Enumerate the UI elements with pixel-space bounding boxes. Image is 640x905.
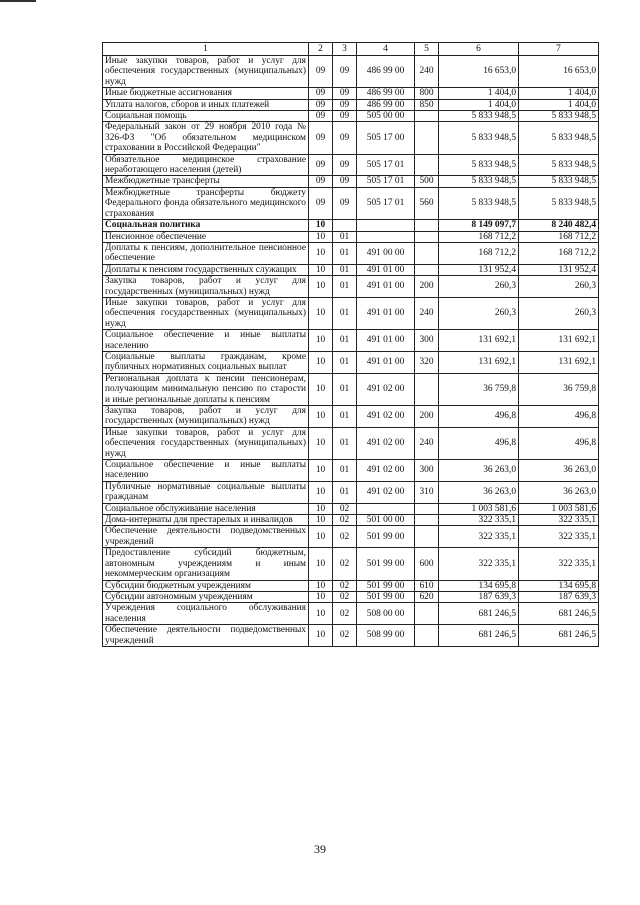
table-row	[103, 56, 599, 88]
section-code-cell: 10	[309, 603, 333, 625]
target-article-cell: 486 99 00	[357, 99, 415, 110]
row-name-cell: Пенсионное обеспечение	[103, 231, 309, 242]
row-name-cell: Межбюджетные трансферты	[103, 176, 309, 187]
section-code-cell: 10	[309, 526, 333, 548]
section-code-cell: 10	[309, 548, 333, 580]
expense-type-cell: 310	[415, 481, 439, 503]
subsection-code-cell: 09	[333, 176, 357, 187]
target-article-cell: 491 02 00	[357, 406, 415, 428]
expense-type-cell: 620	[415, 591, 439, 602]
section-code-cell: 10	[309, 503, 333, 514]
subsection-code-cell	[333, 220, 357, 231]
target-article-cell: 501 99 00	[357, 526, 415, 548]
row-name-cell: Социальное обслуживание населения	[103, 503, 309, 514]
target-article-cell: 505 00 00	[357, 111, 415, 122]
target-article-cell: 505 17 01	[357, 154, 415, 176]
table-row	[103, 242, 599, 264]
amount-col6-cell: 36 759,8	[439, 373, 519, 405]
amount-col6-cell: 1 003 581,6	[439, 503, 519, 514]
expense-type-cell	[415, 242, 439, 264]
amount-col7-cell: 681 246,5	[519, 625, 599, 647]
expense-type-cell: 240	[415, 297, 439, 329]
target-article-cell: 505 17 00	[357, 122, 415, 154]
scan-corner-mark	[0, 0, 36, 2]
subsection-code-cell: 02	[333, 515, 357, 526]
subsection-code-cell: 02	[333, 603, 357, 625]
target-article-cell: 501 99 00	[357, 591, 415, 602]
column-header: 4	[357, 43, 415, 56]
row-name-cell: Закупка товаров, работ и услуг для государственных (муниципальных) нужд	[103, 276, 309, 298]
column-header: 2	[309, 43, 333, 56]
row-name-cell: Иные бюджетные ассигнования	[103, 88, 309, 99]
subsection-code-cell: 09	[333, 122, 357, 154]
amount-col7-cell: 260,3	[519, 276, 599, 298]
expense-type-cell	[415, 122, 439, 154]
expense-type-cell: 610	[415, 580, 439, 591]
expense-type-cell: 240	[415, 56, 439, 88]
row-name-cell: Иные закупки товаров, работ и услуг для обеспечения государственных (муниципальных) нужд	[103, 56, 309, 88]
page-number: 39	[314, 842, 326, 856]
amount-col6-cell: 8 149 097,7	[439, 220, 519, 231]
section-code-cell: 10	[309, 427, 333, 459]
table-row	[103, 122, 599, 154]
expense-type-cell: 800	[415, 88, 439, 99]
subsection-code-cell: 02	[333, 503, 357, 514]
subsection-code-cell: 09	[333, 99, 357, 110]
section-code-cell: 10	[309, 276, 333, 298]
table-row	[103, 503, 599, 514]
row-name-cell: Субсидии автономным учреждениям	[103, 591, 309, 602]
section-code-cell: 10	[309, 580, 333, 591]
subsection-code-cell: 02	[333, 580, 357, 591]
amount-col6-cell: 131 692,1	[439, 351, 519, 373]
section-code-cell: 09	[309, 154, 333, 176]
amount-col7-cell: 187 639,3	[519, 591, 599, 602]
target-article-cell: 491 00 00	[357, 242, 415, 264]
subsection-code-cell: 02	[333, 526, 357, 548]
column-header: 3	[333, 43, 357, 56]
target-article-cell: 491 01 00	[357, 330, 415, 352]
row-name-cell: Доплаты к пенсиям государственных служащих	[103, 264, 309, 275]
amount-col6-cell: 131 692,1	[439, 330, 519, 352]
row-name-cell: Доплаты к пенсиям, дополнительное пенсионное обеспечение	[103, 242, 309, 264]
subsection-code-cell: 01	[333, 460, 357, 482]
column-header: 5	[415, 43, 439, 56]
amount-col7-cell: 322 335,1	[519, 548, 599, 580]
amount-col6-cell: 1 404,0	[439, 88, 519, 99]
subsection-code-cell: 02	[333, 625, 357, 647]
table-row	[103, 351, 599, 373]
table-row	[103, 231, 599, 242]
expense-type-cell: 320	[415, 351, 439, 373]
section-code-cell: 10	[309, 297, 333, 329]
section-code-cell: 09	[309, 56, 333, 88]
table-row	[103, 176, 599, 187]
table-header-row	[103, 43, 599, 56]
section-code-cell: 10	[309, 373, 333, 405]
table-row	[103, 264, 599, 275]
amount-col7-cell: 496,8	[519, 427, 599, 459]
expense-type-cell	[415, 515, 439, 526]
amount-col6-cell: 5 833 948,5	[439, 176, 519, 187]
section-code-cell: 10	[309, 220, 333, 231]
table-row	[103, 427, 599, 459]
amount-col7-cell: 681 246,5	[519, 603, 599, 625]
table-row	[103, 526, 599, 548]
table-row	[103, 297, 599, 329]
expense-type-cell: 300	[415, 460, 439, 482]
row-name-cell: Иные закупки товаров, работ и услуг для обеспечения государственных (муниципальных) нужд	[103, 427, 309, 459]
expense-type-cell	[415, 264, 439, 275]
expense-type-cell	[415, 231, 439, 242]
table-row	[103, 373, 599, 405]
amount-col7-cell: 131 952,4	[519, 264, 599, 275]
section-code-cell: 10	[309, 231, 333, 242]
target-article-cell: 491 01 00	[357, 264, 415, 275]
row-name-cell: Межбюджетные трансферты бюджету Федерального фонда обязательного медицинского страхования	[103, 187, 309, 219]
target-article-cell: 491 02 00	[357, 460, 415, 482]
row-name-cell: Уплата налогов, сборов и иных платежей	[103, 99, 309, 110]
subsection-code-cell: 01	[333, 264, 357, 275]
expense-type-cell	[415, 503, 439, 514]
section-code-cell: 10	[309, 625, 333, 647]
expense-type-cell	[415, 526, 439, 548]
row-name-cell: Субсидии бюджетным учреждениям	[103, 580, 309, 591]
target-article-cell: 491 01 00	[357, 351, 415, 373]
amount-col7-cell: 168 712,2	[519, 242, 599, 264]
amount-col7-cell: 322 335,1	[519, 515, 599, 526]
target-article-cell: 486 99 00	[357, 56, 415, 88]
table-row	[103, 481, 599, 503]
target-article-cell: 505 17 01	[357, 176, 415, 187]
section-code-cell: 10	[309, 242, 333, 264]
row-name-cell: Социальное обеспечение и иные выплаты населению	[103, 460, 309, 482]
row-name-cell: Социальные выплаты гражданам, кроме публичных нормативных социальных выплат	[103, 351, 309, 373]
target-article-cell: 491 01 00	[357, 297, 415, 329]
table-row	[103, 625, 599, 647]
amount-col6-cell: 260,3	[439, 297, 519, 329]
section-code-cell: 09	[309, 111, 333, 122]
expense-type-cell: 560	[415, 187, 439, 219]
section-code-cell: 10	[309, 351, 333, 373]
expense-type-cell	[415, 220, 439, 231]
amount-col6-cell: 681 246,5	[439, 603, 519, 625]
subsection-code-cell: 09	[333, 187, 357, 219]
expense-type-cell	[415, 111, 439, 122]
amount-col7-cell: 131 692,1	[519, 351, 599, 373]
table-row	[103, 406, 599, 428]
subsection-code-cell: 01	[333, 406, 357, 428]
row-name-cell: Социальная помощь	[103, 111, 309, 122]
amount-col6-cell: 168 712,2	[439, 231, 519, 242]
amount-col6-cell: 5 833 948,5	[439, 111, 519, 122]
row-name-cell: Дома-интернаты для престарелых и инвалидов	[103, 515, 309, 526]
target-article-cell: 491 02 00	[357, 373, 415, 405]
amount-col6-cell: 322 335,1	[439, 526, 519, 548]
row-name-cell: Публичные нормативные социальные выплаты гражданам	[103, 481, 309, 503]
amount-col6-cell: 5 833 948,5	[439, 122, 519, 154]
subsection-code-cell: 01	[333, 351, 357, 373]
subsection-code-cell: 09	[333, 111, 357, 122]
section-code-cell: 09	[309, 176, 333, 187]
row-name-cell: Учреждения социального обслуживания населения	[103, 603, 309, 625]
subsection-code-cell: 01	[333, 330, 357, 352]
table-row	[103, 111, 599, 122]
table-row	[103, 276, 599, 298]
section-code-cell: 09	[309, 122, 333, 154]
section-code-cell: 09	[309, 99, 333, 110]
table-row	[103, 99, 599, 110]
amount-col7-cell: 168 712,2	[519, 231, 599, 242]
subsection-code-cell: 01	[333, 427, 357, 459]
amount-col6-cell: 36 263,0	[439, 481, 519, 503]
amount-col6-cell: 496,8	[439, 406, 519, 428]
amount-col7-cell: 5 833 948,5	[519, 111, 599, 122]
subsection-code-cell: 09	[333, 88, 357, 99]
subsection-code-cell: 09	[333, 154, 357, 176]
row-name-cell: Социальное обеспечение и иные выплаты населению	[103, 330, 309, 352]
subsection-code-cell: 01	[333, 373, 357, 405]
amount-col7-cell: 131 692,1	[519, 330, 599, 352]
target-article-cell: 508 00 00	[357, 603, 415, 625]
expense-type-cell	[415, 625, 439, 647]
expense-type-cell	[415, 154, 439, 176]
column-header: 1	[103, 43, 309, 56]
section-code-cell: 09	[309, 187, 333, 219]
target-article-cell	[357, 503, 415, 514]
amount-col7-cell: 1 003 581,6	[519, 503, 599, 514]
subsection-code-cell: 02	[333, 548, 357, 580]
target-article-cell: 508 99 00	[357, 625, 415, 647]
row-name-cell: Обеспечение деятельности подведомственных учреждений	[103, 526, 309, 548]
table-row	[103, 330, 599, 352]
section-code-cell: 10	[309, 330, 333, 352]
target-article-cell: 491 02 00	[357, 427, 415, 459]
expense-type-cell	[415, 373, 439, 405]
expense-type-cell	[415, 603, 439, 625]
expense-type-cell: 200	[415, 406, 439, 428]
column-header: 7	[519, 43, 599, 56]
table-row	[103, 515, 599, 526]
target-article-cell: 501 99 00	[357, 580, 415, 591]
amount-col6-cell: 36 263,0	[439, 460, 519, 482]
amount-col6-cell: 131 952,4	[439, 264, 519, 275]
table-row	[103, 88, 599, 99]
expense-type-cell: 850	[415, 99, 439, 110]
table-row	[103, 460, 599, 482]
amount-col6-cell: 187 639,3	[439, 591, 519, 602]
table-row	[103, 220, 599, 231]
subsection-code-cell: 01	[333, 297, 357, 329]
column-header: 6	[439, 43, 519, 56]
subsection-code-cell: 01	[333, 276, 357, 298]
amount-col7-cell: 260,3	[519, 297, 599, 329]
amount-col7-cell: 322 335,1	[519, 526, 599, 548]
target-article-cell	[357, 231, 415, 242]
amount-col7-cell: 16 653,0	[519, 56, 599, 88]
amount-col7-cell: 496,8	[519, 406, 599, 428]
amount-col6-cell: 1 404,0	[439, 99, 519, 110]
amount-col6-cell: 168 712,2	[439, 242, 519, 264]
target-article-cell: 491 02 00	[357, 481, 415, 503]
amount-col7-cell: 5 833 948,5	[519, 176, 599, 187]
amount-col7-cell: 1 404,0	[519, 99, 599, 110]
table-row	[103, 154, 599, 176]
amount-col7-cell: 1 404,0	[519, 88, 599, 99]
section-code-cell: 10	[309, 591, 333, 602]
target-article-cell: 505 17 01	[357, 187, 415, 219]
amount-col6-cell: 496,8	[439, 427, 519, 459]
amount-col7-cell: 8 240 482,4	[519, 220, 599, 231]
row-name-cell: Обязательное медицинское страхование неработающего населения (детей)	[103, 154, 309, 176]
amount-col6-cell: 260,3	[439, 276, 519, 298]
subsection-code-cell: 01	[333, 231, 357, 242]
amount-col7-cell: 36 759,8	[519, 373, 599, 405]
table-row	[103, 580, 599, 591]
target-article-cell: 501 99 00	[357, 548, 415, 580]
section-code-cell: 10	[309, 264, 333, 275]
subsection-code-cell: 01	[333, 481, 357, 503]
row-name-cell: Социальная политика	[103, 220, 309, 231]
table-row	[103, 187, 599, 219]
budget-table	[102, 42, 599, 647]
target-article-cell: 486 99 00	[357, 88, 415, 99]
row-name-cell: Федеральный закон от 29 ноября 2010 года № 326-ФЗ "Об обязательном медицинском страховании в Российской Федерации"	[103, 122, 309, 154]
amount-col7-cell: 134 695,8	[519, 580, 599, 591]
target-article-cell: 501 00 00	[357, 515, 415, 526]
table-row	[103, 548, 599, 580]
subsection-code-cell: 01	[333, 242, 357, 264]
expense-type-cell: 500	[415, 176, 439, 187]
section-code-cell: 10	[309, 481, 333, 503]
section-code-cell: 10	[309, 460, 333, 482]
amount-col6-cell: 322 335,1	[439, 548, 519, 580]
target-article-cell	[357, 220, 415, 231]
amount-col7-cell: 36 263,0	[519, 481, 599, 503]
table-row	[103, 591, 599, 602]
amount-col6-cell: 5 833 948,5	[439, 187, 519, 219]
expense-type-cell: 240	[415, 427, 439, 459]
expense-type-cell: 300	[415, 330, 439, 352]
subsection-code-cell: 09	[333, 56, 357, 88]
target-article-cell: 491 01 00	[357, 276, 415, 298]
section-code-cell: 10	[309, 406, 333, 428]
amount-col7-cell: 5 833 948,5	[519, 187, 599, 219]
amount-col6-cell: 681 246,5	[439, 625, 519, 647]
amount-col6-cell: 5 833 948,5	[439, 154, 519, 176]
row-name-cell: Обеспечение деятельности подведомственных учреждений	[103, 625, 309, 647]
row-name-cell: Предоставление субсидий бюджетным, автономным учреждениям и иным некоммерческим организациям	[103, 548, 309, 580]
row-name-cell: Региональная доплата к пенсии пенсионерам, получающим минимальную пенсию по старости и иные региональные доплаты к пенсиям	[103, 373, 309, 405]
amount-col7-cell: 5 833 948,5	[519, 154, 599, 176]
expense-type-cell: 200	[415, 276, 439, 298]
section-code-cell: 09	[309, 88, 333, 99]
amount-col6-cell: 16 653,0	[439, 56, 519, 88]
row-name-cell: Закупка товаров, работ и услуг для государственных (муниципальных) нужд	[103, 406, 309, 428]
subsection-code-cell: 02	[333, 591, 357, 602]
row-name-cell: Иные закупки товаров, работ и услуг для обеспечения государственных (муниципальных) нужд	[103, 297, 309, 329]
amount-col6-cell: 134 695,8	[439, 580, 519, 591]
expense-type-cell: 600	[415, 548, 439, 580]
table-row	[103, 603, 599, 625]
section-code-cell: 10	[309, 515, 333, 526]
amount-col7-cell: 36 263,0	[519, 460, 599, 482]
amount-col7-cell: 5 833 948,5	[519, 122, 599, 154]
amount-col6-cell: 322 335,1	[439, 515, 519, 526]
table-body	[103, 56, 599, 647]
